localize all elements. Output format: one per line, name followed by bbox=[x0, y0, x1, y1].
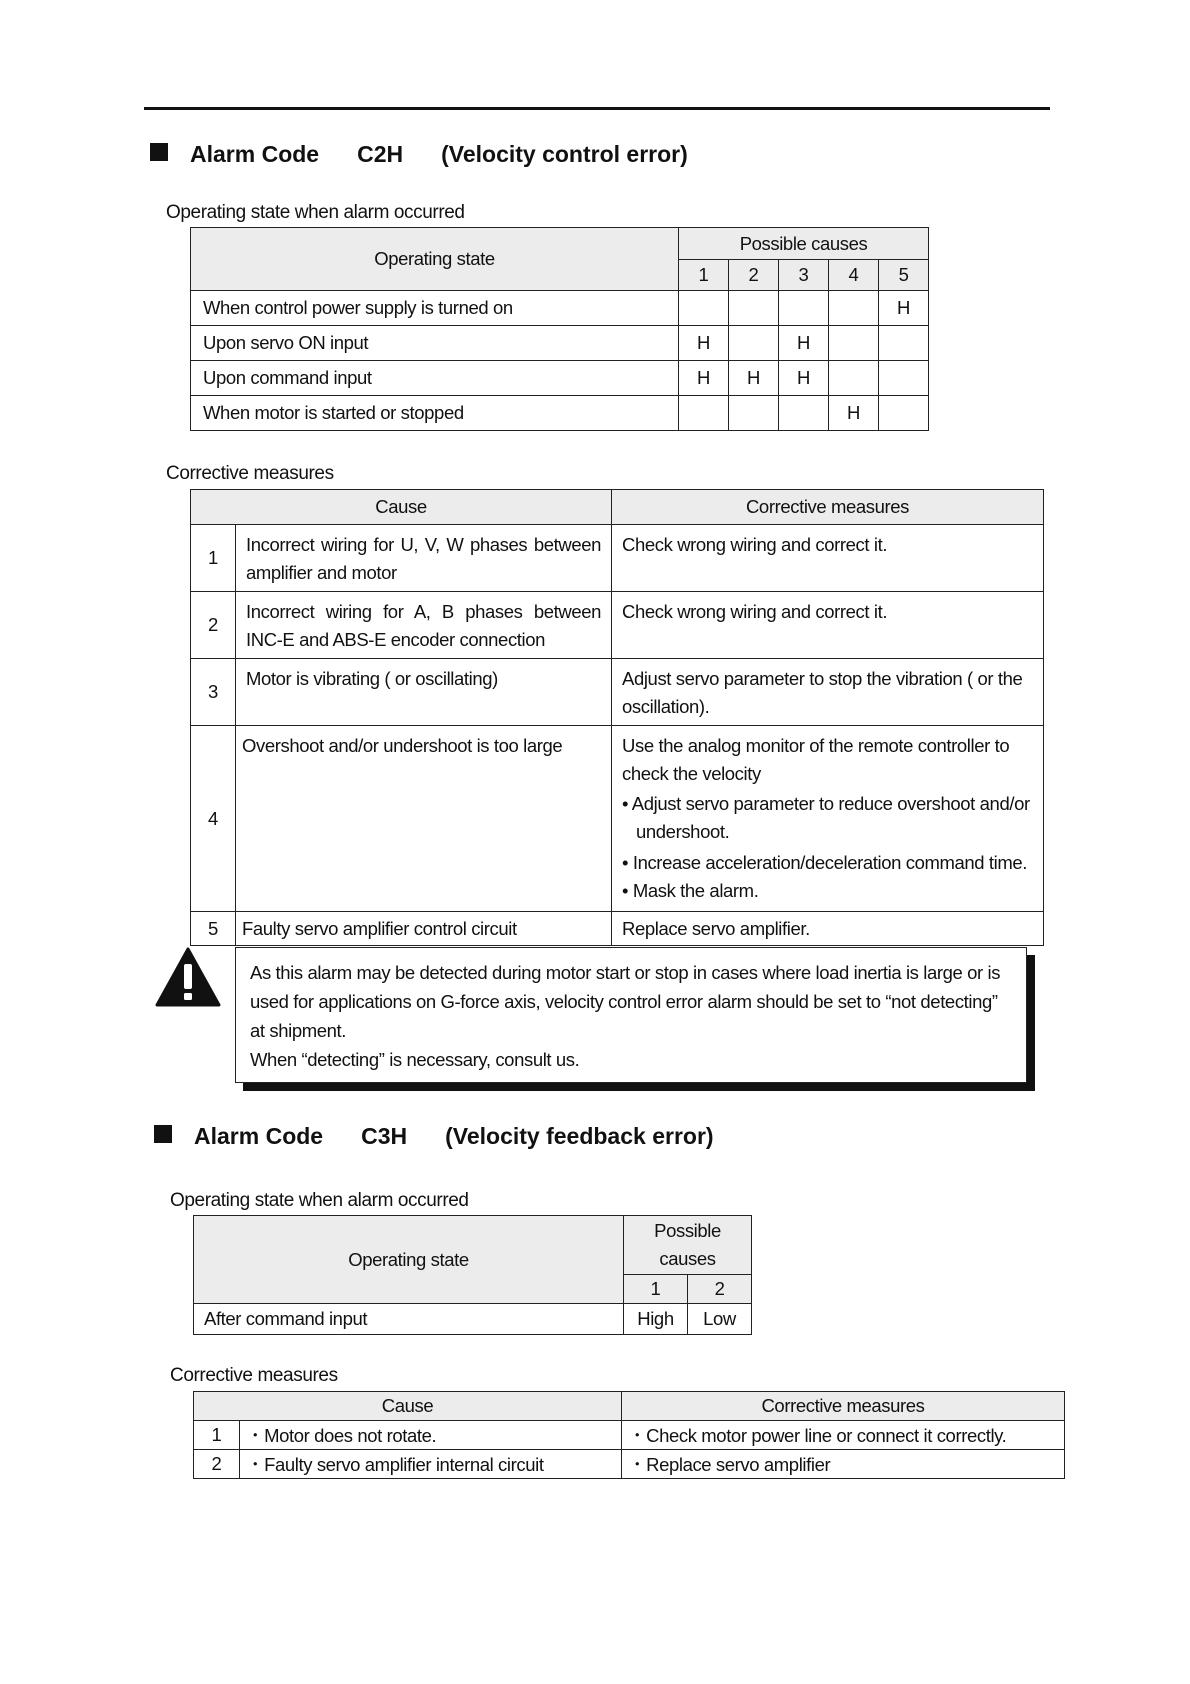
alarm-code: C3H bbox=[361, 1123, 408, 1149]
alarm-code: C2H bbox=[357, 141, 404, 167]
table-row bbox=[191, 291, 929, 326]
cause-number: 1 bbox=[624, 1275, 688, 1304]
state-cell: Upon command input bbox=[191, 361, 679, 396]
measure-cell: Replace servo amplifier. bbox=[612, 912, 1044, 946]
warning-text: When “detecting” is necessary, consult us. bbox=[250, 1049, 580, 1070]
cause-mark: H bbox=[729, 361, 779, 396]
cause-cell: ・Motor does not rotate. bbox=[240, 1421, 622, 1450]
measure-bullet: • Mask the alarm. bbox=[622, 880, 759, 901]
row-number: 4 bbox=[191, 726, 236, 912]
cause-mark bbox=[879, 326, 929, 361]
state-caption: Operating state when alarm occurred bbox=[170, 1190, 469, 1211]
alarm-heading-c2h bbox=[150, 141, 688, 168]
warning-box bbox=[235, 947, 1027, 1083]
alarm-heading-c3h bbox=[154, 1123, 714, 1150]
table-row bbox=[191, 396, 929, 431]
cause-cell: Faulty servo amplifier control circuit bbox=[236, 912, 612, 946]
measure-cell: ・Check motor power line or connect it correctly. bbox=[622, 1421, 1065, 1450]
measure-cell bbox=[612, 726, 1044, 912]
row-number: 2 bbox=[191, 592, 236, 659]
table-row bbox=[191, 592, 1044, 659]
state-cell: After command input bbox=[194, 1304, 624, 1335]
possible-causes-header bbox=[624, 1216, 752, 1275]
operating-state-header: Operating state bbox=[191, 228, 679, 291]
measure-bullet: • Adjust servo parameter to reduce overshoot and/or undershoot. bbox=[622, 793, 1030, 842]
square-bullet-icon bbox=[150, 143, 168, 161]
possible-causes-header: Possible causes bbox=[679, 228, 929, 260]
square-bullet-icon bbox=[154, 1125, 172, 1143]
cause-mark bbox=[679, 396, 729, 431]
table-row bbox=[191, 912, 1044, 946]
measures-header: Corrective measures bbox=[622, 1392, 1065, 1421]
cause-cell: Incorrect wiring for U, V, W phases between amplifier and motor bbox=[236, 525, 612, 592]
alarm-name: (Velocity control error) bbox=[441, 141, 688, 167]
measure-cell: Adjust servo parameter to stop the vibration ( or the oscillation). bbox=[612, 659, 1044, 726]
cause-mark: H bbox=[829, 396, 879, 431]
row-number: 2 bbox=[194, 1450, 240, 1479]
table-row bbox=[191, 659, 1044, 726]
top-rule bbox=[144, 107, 1050, 110]
state-cell: Upon servo ON input bbox=[191, 326, 679, 361]
table-row bbox=[191, 525, 1044, 592]
alarm-code-label: Alarm Code bbox=[194, 1123, 324, 1149]
table-row bbox=[194, 1450, 1065, 1479]
cause-mark: H bbox=[679, 326, 729, 361]
measures-caption: Corrective measures bbox=[170, 1365, 338, 1386]
cause-mark: H bbox=[779, 326, 829, 361]
cause-mark bbox=[779, 396, 829, 431]
cause-number: 2 bbox=[729, 260, 779, 291]
warning-text: As this alarm may be detected during motor start or stop in cases where load inertia is large or is used for applications on G-force axis, velocity control error alarm should be set to “not detecting” at shipment. bbox=[250, 962, 1001, 1041]
state-table-c2h bbox=[190, 227, 929, 431]
table-row bbox=[191, 361, 929, 396]
row-number: 1 bbox=[194, 1421, 240, 1450]
measures-header: Corrective measures bbox=[612, 490, 1044, 525]
cause-number: 2 bbox=[688, 1275, 752, 1304]
cause-mark bbox=[879, 361, 929, 396]
warning-triangle-icon bbox=[155, 947, 221, 1007]
measure-intro: Use the analog monitor of the remote controller to check the velocity bbox=[622, 735, 1010, 784]
cause-mark bbox=[829, 291, 879, 326]
cause-mark bbox=[679, 291, 729, 326]
cause-mark bbox=[779, 291, 829, 326]
cause-cell: ・Faulty servo amplifier internal circuit bbox=[240, 1450, 622, 1479]
cause-mark bbox=[729, 326, 779, 361]
row-number: 3 bbox=[191, 659, 236, 726]
operating-state-header: Operating state bbox=[194, 1216, 624, 1304]
cause-mark bbox=[879, 396, 929, 431]
row-number: 1 bbox=[191, 525, 236, 592]
cause-mark bbox=[829, 361, 879, 396]
table-row bbox=[191, 326, 929, 361]
cause-mark bbox=[829, 326, 879, 361]
cause-mark bbox=[729, 396, 779, 431]
measure-cell: Check wrong wiring and correct it. bbox=[612, 592, 1044, 659]
measure-bullet: • Increase acceleration/deceleration command time. bbox=[622, 852, 1028, 873]
possible-causes-line: causes bbox=[659, 1248, 716, 1269]
measures-table-c3h bbox=[193, 1391, 1065, 1479]
cause-mark: High bbox=[624, 1304, 688, 1335]
cause-header: Cause bbox=[194, 1392, 622, 1421]
cause-mark bbox=[729, 291, 779, 326]
state-cell: When motor is started or stopped bbox=[191, 396, 679, 431]
alarm-name: (Velocity feedback error) bbox=[445, 1123, 714, 1149]
cause-header: Cause bbox=[191, 490, 612, 525]
cause-mark: H bbox=[879, 291, 929, 326]
cause-mark: H bbox=[779, 361, 829, 396]
cause-cell: Motor is vibrating ( or oscillating) bbox=[236, 659, 612, 726]
state-cell: When control power supply is turned on bbox=[191, 291, 679, 326]
cause-cell: Incorrect wiring for A, B phases between INC-E and ABS-E encoder connection bbox=[236, 592, 612, 659]
state-caption: Operating state when alarm occurred bbox=[166, 202, 465, 223]
cause-mark: H bbox=[679, 361, 729, 396]
table-row bbox=[191, 726, 1044, 912]
possible-causes-line: Possible bbox=[654, 1220, 721, 1241]
table-row bbox=[194, 1304, 752, 1335]
table-row bbox=[194, 1421, 1065, 1450]
cause-number: 3 bbox=[779, 260, 829, 291]
measure-cell: Check wrong wiring and correct it. bbox=[612, 525, 1044, 592]
row-number: 5 bbox=[191, 912, 236, 946]
state-table-c3h bbox=[193, 1215, 752, 1335]
alarm-code-label: Alarm Code bbox=[190, 141, 320, 167]
cause-number: 1 bbox=[679, 260, 729, 291]
measures-table-c2h bbox=[190, 489, 1044, 946]
measure-cell: ・Replace servo amplifier bbox=[622, 1450, 1065, 1479]
cause-number: 5 bbox=[879, 260, 929, 291]
measures-caption: Corrective measures bbox=[166, 463, 334, 484]
cause-number: 4 bbox=[829, 260, 879, 291]
cause-cell: Overshoot and/or undershoot is too large bbox=[236, 726, 612, 912]
cause-mark: Low bbox=[688, 1304, 752, 1335]
